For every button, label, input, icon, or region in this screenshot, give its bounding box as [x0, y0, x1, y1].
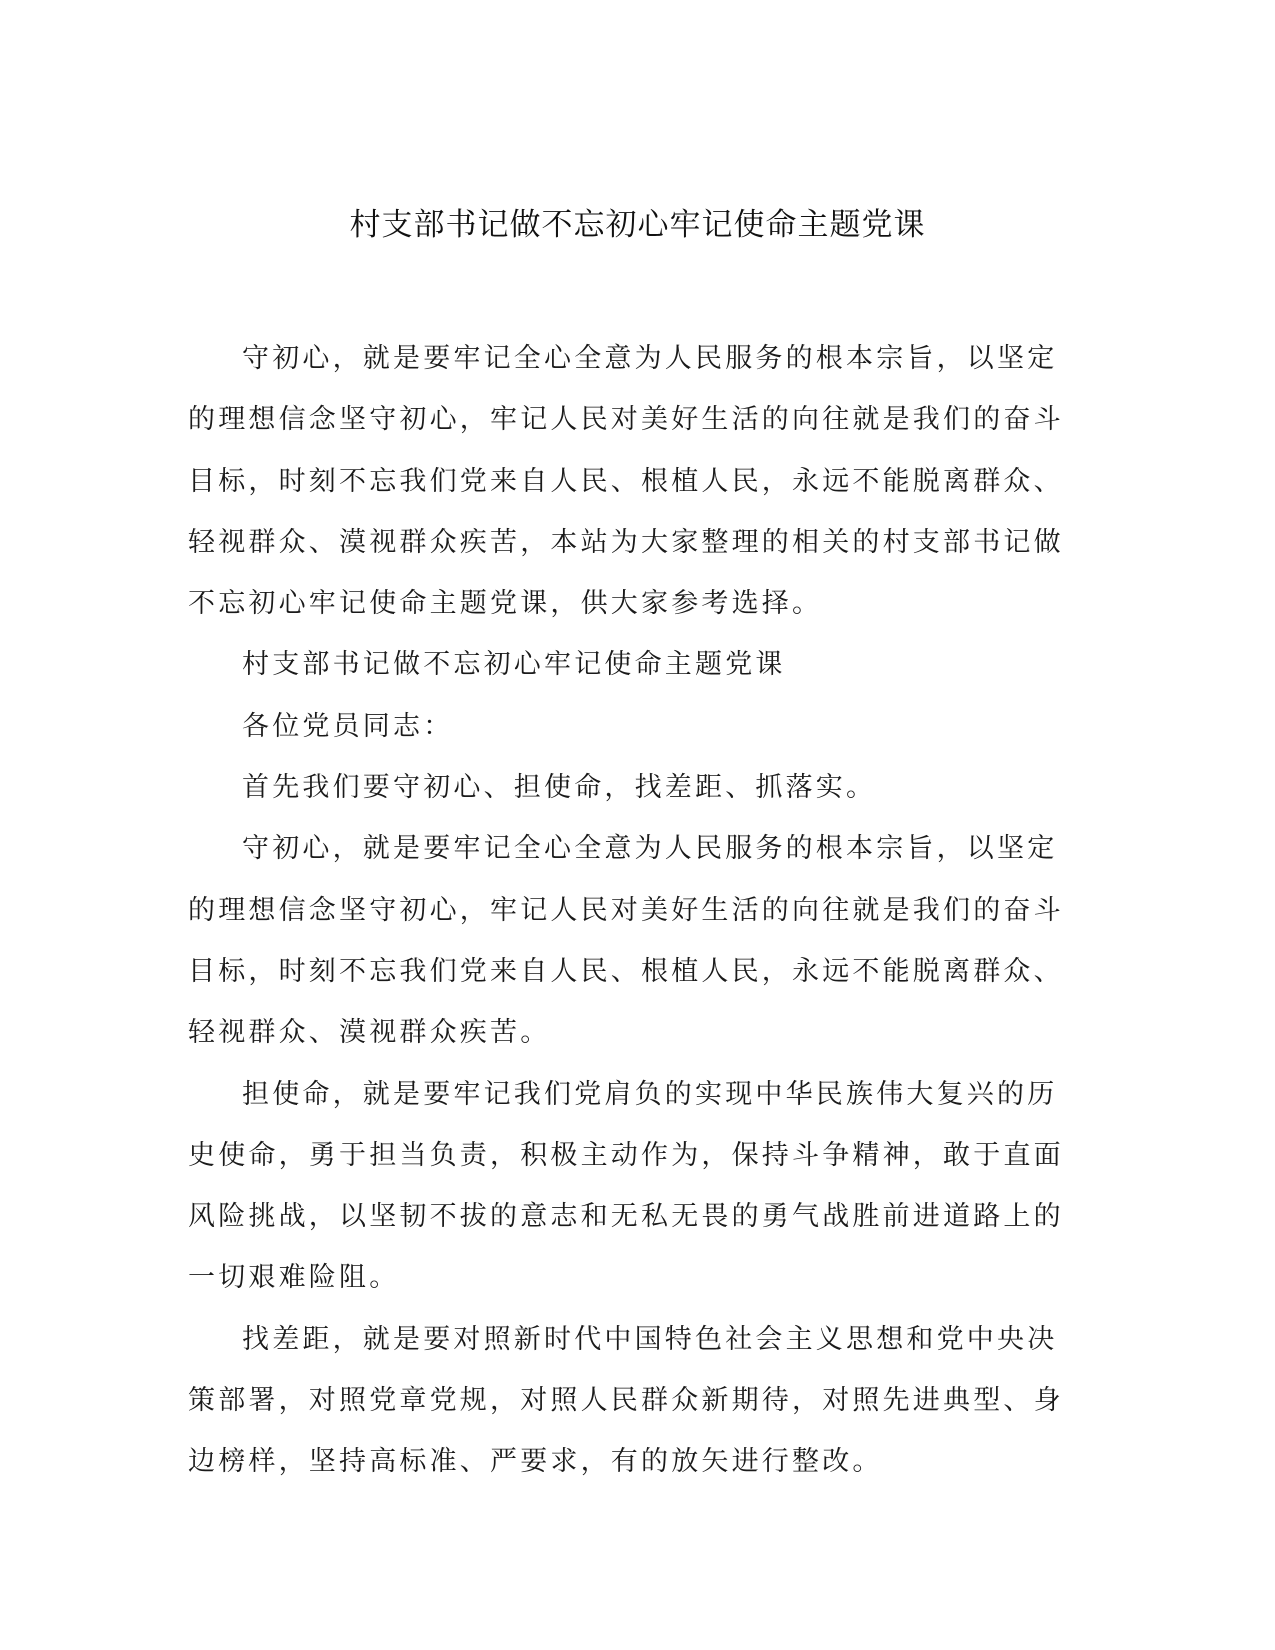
paragraph-overview: 首先我们要守初心、担使命，找差距、抓落实。: [242, 772, 877, 804]
paragraph-subtitle: 村支部书记做不忘初心牢记使命主题党课: [242, 649, 786, 681]
paragraph-find-gaps: 找差距，就是要对照新时代中国特色社会主义思想和党中央决策部署，对照党章党规，对照人民群众新期待，对照先进典型、身边榜样，坚持高标准、严要求，有的放矢进行整改。: [188, 1323, 1064, 1478]
paragraph-salutation: 各位党员同志：: [242, 710, 454, 742]
paragraph-shoulder-mission: 担使命，就是要牢记我们党肩负的实现中华民族伟大复兴的历史使命，勇于担当负责，积极主动作为，保持斗争精神，敢于直面风险挑战，以坚韧不拔的意志和无私无畏的勇气战胜前进道路上的一切艰难险阻。: [188, 1078, 1064, 1294]
paragraph-keep-original-aspiration: 守初心，就是要牢记全心全意为人民服务的根本宗旨，以坚定的理想信念坚守初心，牢记人民对美好生活的向往就是我们的奋斗目标，时刻不忘我们党来自人民、根植人民，永远不能脱离群众、轻视群众、漠视群众疾苦。: [188, 833, 1064, 1049]
document-title: 村支部书记做不忘初心牢记使命主题党课: [349, 207, 926, 243]
paragraph-intro: 守初心，就是要牢记全心全意为人民服务的根本宗旨，以坚定的理想信念坚守初心，牢记人民对美好生活的向往就是我们的奋斗目标，时刻不忘我们党来自人民、根植人民，永远不能脱离群众、轻视群众、漠视群众疾苦，本站为大家整理的相关的村支部书记做不忘初心牢记使命主题党课，供大家参考选择。: [188, 343, 1064, 620]
document-body: [188, 328, 1070, 1493]
